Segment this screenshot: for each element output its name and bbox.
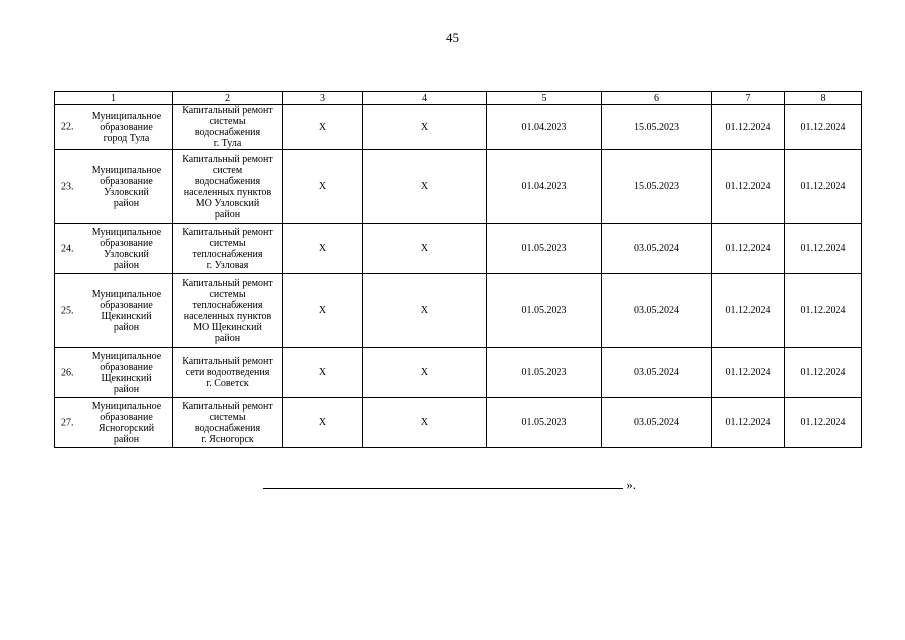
- municipality-cell: [55, 105, 173, 150]
- cell-c4: Х: [363, 224, 487, 274]
- municipality-line: Ясногорский: [98, 422, 155, 434]
- work-description-line: район: [214, 332, 241, 344]
- cell-c8: 01.12.2024: [785, 224, 862, 274]
- cell-c8: 01.12.2024: [785, 105, 862, 150]
- municipality-line: образование: [100, 299, 153, 311]
- cell-c5: 01.04.2023: [487, 150, 602, 224]
- cell-c3: Х: [283, 274, 363, 348]
- cell-c3: Х: [283, 150, 363, 224]
- municipality-cell: [55, 150, 173, 224]
- work-description-cell: [173, 274, 283, 348]
- municipality-line: Узловский: [104, 186, 149, 198]
- cell-c6: 03.05.2024: [602, 398, 712, 448]
- cell-c7: 01.12.2024: [712, 274, 785, 348]
- column-header: 4: [363, 92, 487, 105]
- municipality-line: Муниципальное: [91, 226, 162, 238]
- cell-c4: Х: [363, 150, 487, 224]
- municipality-line: образование: [100, 175, 153, 187]
- work-description-line: г. Ясногорск: [201, 433, 254, 445]
- cell-c3: Х: [283, 224, 363, 274]
- municipality-cell: [55, 274, 173, 348]
- cell-c3: Х: [283, 105, 363, 150]
- municipality-line: Муниципальное: [91, 400, 162, 412]
- municipality-line: Щекинский: [101, 372, 152, 384]
- cell-c6: 15.05.2023: [602, 150, 712, 224]
- closing-mark: ».: [626, 477, 636, 492]
- schedule-table: [54, 91, 862, 448]
- column-header: 8: [785, 92, 862, 105]
- work-description-cell: [173, 150, 283, 224]
- table-row: [55, 150, 862, 224]
- work-description-line: системы: [209, 411, 246, 423]
- work-description-line: водоснабжения: [194, 175, 261, 187]
- cell-c8: 01.12.2024: [785, 348, 862, 398]
- work-description-line: водоснабжения: [194, 422, 261, 434]
- municipality-cell: [55, 398, 173, 448]
- cell-c6: 03.05.2024: [602, 224, 712, 274]
- cell-c8: 01.12.2024: [785, 274, 862, 348]
- municipality-line: образование: [100, 237, 153, 249]
- table-row: [55, 348, 862, 398]
- table-row: [55, 105, 862, 150]
- cell-c5: 01.05.2023: [487, 398, 602, 448]
- table-row: [55, 398, 862, 448]
- work-description-line: теплоснабжения: [192, 299, 263, 311]
- work-description-line: г. Тула: [213, 138, 242, 149]
- column-header: 1: [55, 92, 173, 105]
- municipality-line: район: [113, 321, 140, 333]
- cell-c6: 15.05.2023: [602, 105, 712, 150]
- municipality-line: образование: [100, 121, 153, 133]
- header-row: [55, 92, 862, 105]
- cell-c4: Х: [363, 274, 487, 348]
- work-description-line: населенных пунктов: [183, 310, 272, 322]
- cell-c7: 01.12.2024: [712, 150, 785, 224]
- page-number: 45: [446, 30, 459, 45]
- work-description-cell: [173, 224, 283, 274]
- work-description-cell: [173, 398, 283, 448]
- municipality-line: район: [113, 383, 140, 395]
- municipality-line: образование: [100, 361, 153, 373]
- municipality-line: Щекинский: [101, 310, 152, 322]
- work-description-line: Капитальный ремонт: [182, 153, 273, 165]
- cell-c4: Х: [363, 398, 487, 448]
- municipality-line: район: [113, 433, 140, 445]
- municipality-line: образование: [100, 411, 153, 423]
- municipality-line: Муниципальное: [91, 350, 162, 362]
- closing-line: [263, 476, 636, 493]
- cell-c3: Х: [283, 348, 363, 398]
- work-description-line: МО Щекинский: [193, 321, 262, 333]
- work-description-line: Капитальный ремонт: [182, 226, 273, 238]
- work-description-cell: [173, 348, 283, 398]
- municipality-line: район: [113, 259, 140, 271]
- cell-c3: Х: [283, 398, 363, 448]
- column-header: 3: [283, 92, 363, 105]
- cell-c7: 01.12.2024: [712, 224, 785, 274]
- work-description-line: системы: [209, 237, 246, 249]
- work-description-line: Капитальный ремонт: [182, 400, 273, 412]
- cell-c8: 01.12.2024: [785, 150, 862, 224]
- row-number: 26.: [61, 367, 74, 378]
- signature-underline: [263, 476, 623, 489]
- work-description-line: район: [214, 208, 241, 220]
- cell-c4: Х: [363, 105, 487, 150]
- column-header: 2: [173, 92, 283, 105]
- municipality-line: Узловский: [104, 248, 149, 260]
- cell-c6: 03.05.2024: [602, 274, 712, 348]
- table-row: [55, 274, 862, 348]
- cell-c5: 01.05.2023: [487, 224, 602, 274]
- work-description-line: Капитальный ремонт: [182, 105, 273, 116]
- cell-c5: 01.05.2023: [487, 348, 602, 398]
- row-number: 24.: [61, 243, 74, 254]
- column-header: 5: [487, 92, 602, 105]
- work-description-line: системы: [209, 288, 246, 300]
- municipality-cell: [55, 348, 173, 398]
- row-number: 25.: [61, 305, 74, 316]
- table-row: [55, 224, 862, 274]
- row-number: 23.: [61, 181, 74, 192]
- municipality-line: город Тула: [103, 132, 150, 144]
- municipality-line: Муниципальное: [91, 288, 162, 300]
- work-description-line: МО Узловский: [195, 197, 260, 209]
- row-number: 27.: [61, 417, 74, 428]
- work-description-line: систем: [212, 164, 243, 176]
- column-header: 7: [712, 92, 785, 105]
- row-number: 22.: [61, 121, 74, 133]
- cell-c7: 01.12.2024: [712, 398, 785, 448]
- municipality-cell: [55, 224, 173, 274]
- cell-c7: 01.12.2024: [712, 348, 785, 398]
- cell-c5: 01.04.2023: [487, 105, 602, 150]
- work-description-line: Капитальный ремонт: [182, 356, 273, 367]
- work-description-cell: [173, 105, 283, 150]
- municipality-line: Муниципальное: [91, 164, 162, 176]
- cell-c7: 01.12.2024: [712, 105, 785, 150]
- work-description-line: водоснабжения: [194, 127, 261, 138]
- work-description-line: сети водоотведения: [185, 367, 270, 378]
- municipality-line: Муниципальное: [91, 110, 162, 122]
- work-description-line: системы: [209, 116, 246, 127]
- work-description-line: Капитальный ремонт: [182, 277, 273, 289]
- work-description-line: г. Советск: [206, 378, 249, 389]
- cell-c8: 01.12.2024: [785, 398, 862, 448]
- cell-c5: 01.05.2023: [487, 274, 602, 348]
- work-description-line: теплоснабжения: [192, 248, 263, 260]
- cell-c6: 03.05.2024: [602, 348, 712, 398]
- municipality-line: район: [113, 197, 140, 209]
- cell-c4: Х: [363, 348, 487, 398]
- work-description-line: г. Узловая: [206, 259, 249, 271]
- work-description-line: населенных пунктов: [183, 186, 272, 198]
- column-header: 6: [602, 92, 712, 105]
